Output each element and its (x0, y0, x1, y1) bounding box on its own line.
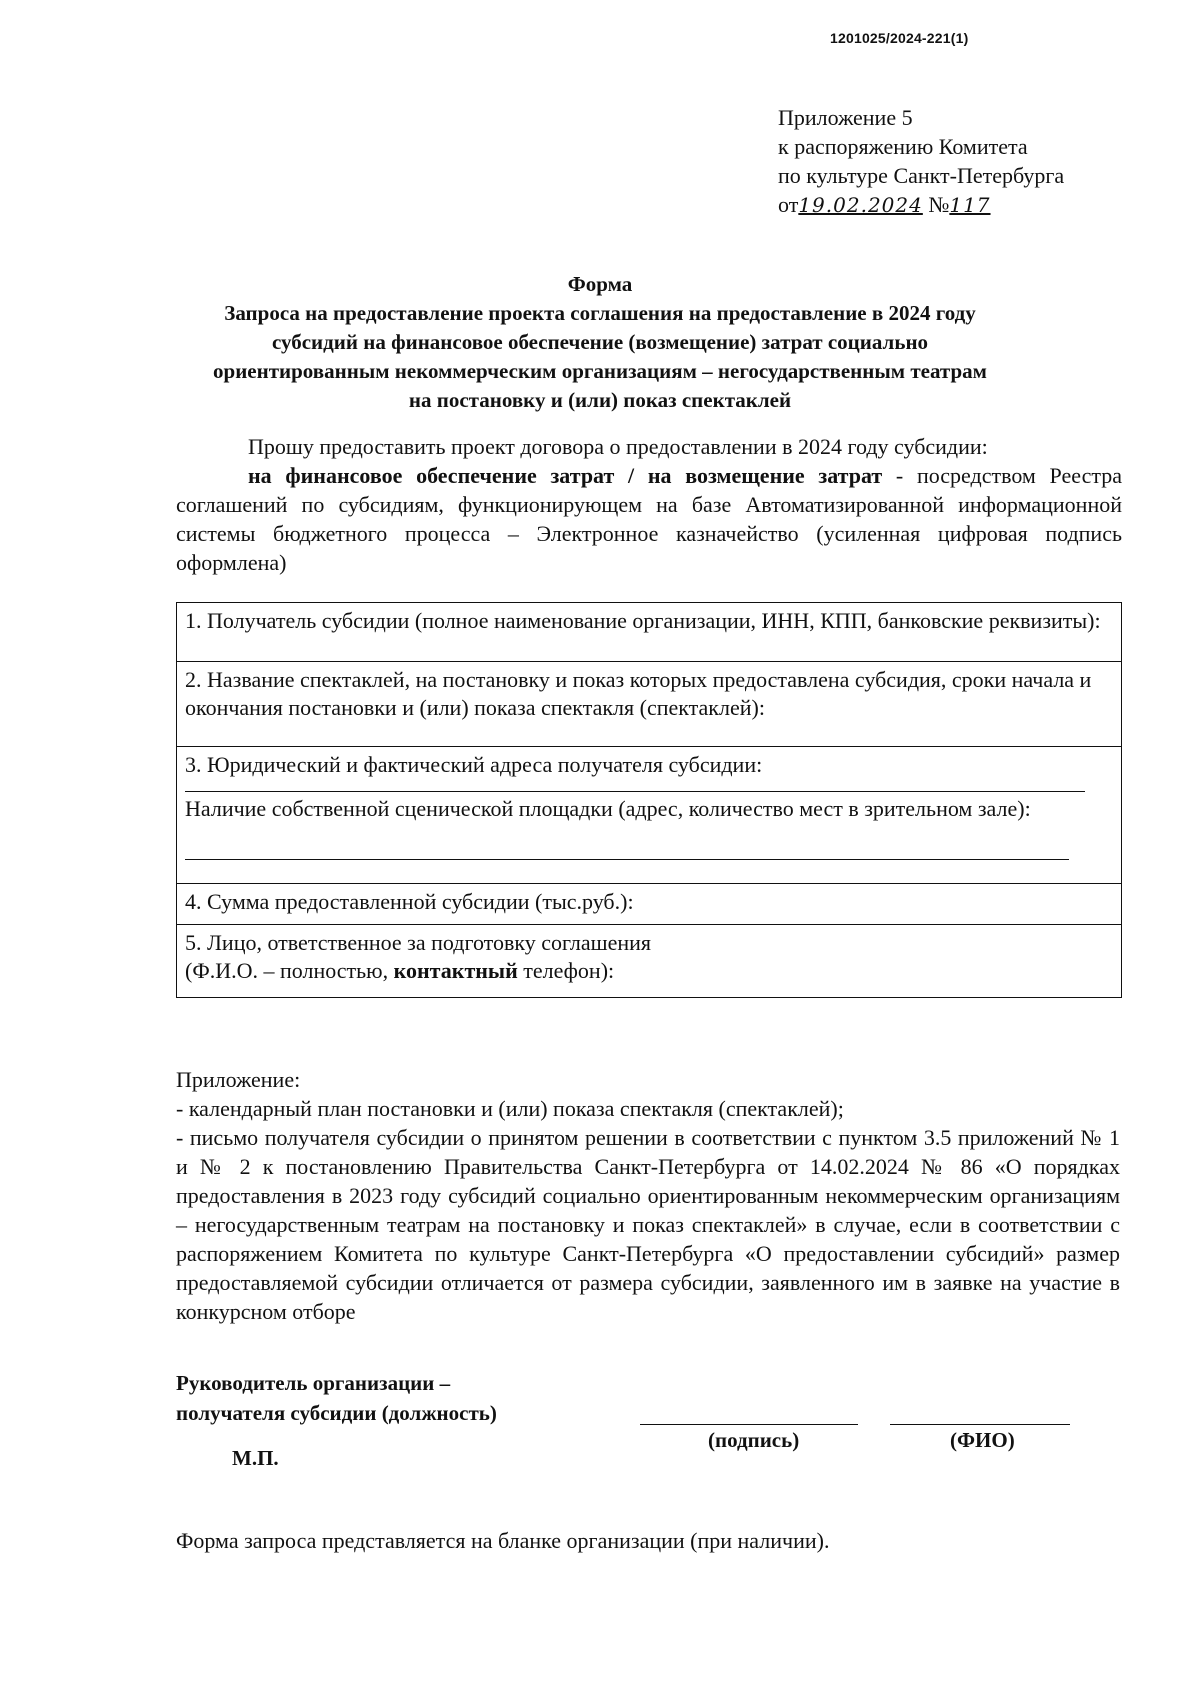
addresses-fill-line (185, 791, 1085, 792)
number-handwritten: 117 (949, 193, 991, 217)
appendix-header (778, 103, 1064, 220)
title-line-2: Запроса на предоставление проекта соглашения на предоставление в 2024 году (224, 301, 976, 325)
table-row-responsible (177, 925, 1121, 997)
row-amount-label: 4. Сумма предоставленной субсидии (тыс.руб.): (185, 889, 634, 914)
annex-item-1: - календарный план постановки и (или) показа спектакля (спектаклей); (176, 1096, 844, 1121)
table-row-amount (177, 884, 1121, 925)
intro-paragraph-2 (176, 461, 1122, 577)
name-line (890, 1424, 1070, 1425)
table-row-recipient (177, 603, 1121, 662)
annex-section (176, 1065, 1120, 1326)
intro-bold-options: на финансовое обеспечение затрат / на возмещение затрат (248, 463, 883, 488)
annex-heading: Приложение: (176, 1067, 301, 1092)
row-performances-label: 2. Название спектаклей, на постановку и показ которых предоставлена субсидия, сроки начала и окончания постановки и (или) показа спектакля (спектаклей): (185, 667, 1092, 720)
row-responsible-contacts (185, 957, 1113, 985)
table-row-addresses (177, 747, 1121, 884)
signer-title (176, 1368, 497, 1428)
title-line-4: ориентированным некоммерческим организациям – негосударственным театрам (213, 359, 987, 383)
document-id: 1201025/2024-221(1) (830, 30, 969, 46)
appendix-line-3: по культуре Санкт-Петербурга (778, 163, 1065, 188)
appendix-date-number (778, 190, 1064, 220)
name-label: (ФИО) (950, 1428, 1015, 1452)
signature-line (640, 1424, 858, 1425)
intro-text (176, 432, 1122, 577)
row-stage-label: Наличие собственной сценической площадки (адрес, количество мест в зрительном зале): (185, 796, 1031, 821)
appendix-line-1: Приложение 5 (778, 105, 913, 130)
appendix-line-2: к распоряжению Комитета (778, 134, 1028, 159)
row-responsible-label: 5. Лицо, ответственное за подготовку соглашения (185, 930, 652, 955)
row-recipient-label: 1. Получатель субсидии (полное наименование организации, ИНН, КПП, банковские реквизиты): (185, 608, 1101, 633)
intro-paragraph-2-rest: - посредством Реестра соглашений по субсидиям, функционирующем на базе Автоматизированной информационной системы бюджетного процесса – Электронное казначейство (усиленная цифровая подпись оформлена) (176, 463, 1122, 575)
title-line-1: Форма (567, 272, 633, 296)
title-line-5: на постановку и (или) показ спектаклей (408, 388, 792, 412)
annex-item-2: - письмо получателя субсидии о принятом решении в соответствии с пунктом 3.5 приложений № 1 и № 2 к постановлению Правительства Санкт-Петербурга от 14.02.2024 № 86 «О порядках предоставления в 2023 году субсидий социально ориентированным некоммерческим организациям – негосударственным театрам на постановку и показ спектаклей» в случае, если в соответствии с распоряжением Комитета по культуре Санкт-Петербурга «О предоставлении субсидий» размер предоставляемой субсидии отличается от размера субсидии, заявленного им в заявке на участие в конкурсном отборе (176, 1125, 1120, 1324)
footer-note: Форма запроса представляется на бланке организации (при наличии). (176, 1528, 830, 1553)
stage-fill-line (185, 859, 1069, 860)
contacts-bold: контактный (393, 958, 518, 983)
date-handwritten: 19.02.2024 (798, 193, 923, 217)
request-form-table (176, 602, 1122, 998)
date-prefix: от (778, 192, 799, 217)
row-addresses-label: 3. Юридический и фактический адреса получателя субсидии: (185, 752, 763, 777)
signature-label: (подпись) (708, 1428, 800, 1452)
contacts-post: телефон): (517, 958, 615, 983)
title-line-3: субсидий на финансовое обеспечение (возмещение) затрат социально (271, 330, 929, 354)
contacts-pre: (Ф.И.О. – полностью, (185, 958, 394, 983)
table-row-performances (177, 662, 1121, 747)
signer-line-1: Руководитель организации – (176, 1371, 451, 1395)
number-prefix: № (928, 192, 950, 217)
intro-paragraph-1: Прошу предоставить проект договора о предоставлении в 2024 году субсидии: (248, 434, 988, 459)
form-title (150, 270, 1050, 415)
signer-line-2: получателя субсидии (должность) (176, 1401, 497, 1425)
stamp-placeholder: М.П. (232, 1446, 279, 1470)
